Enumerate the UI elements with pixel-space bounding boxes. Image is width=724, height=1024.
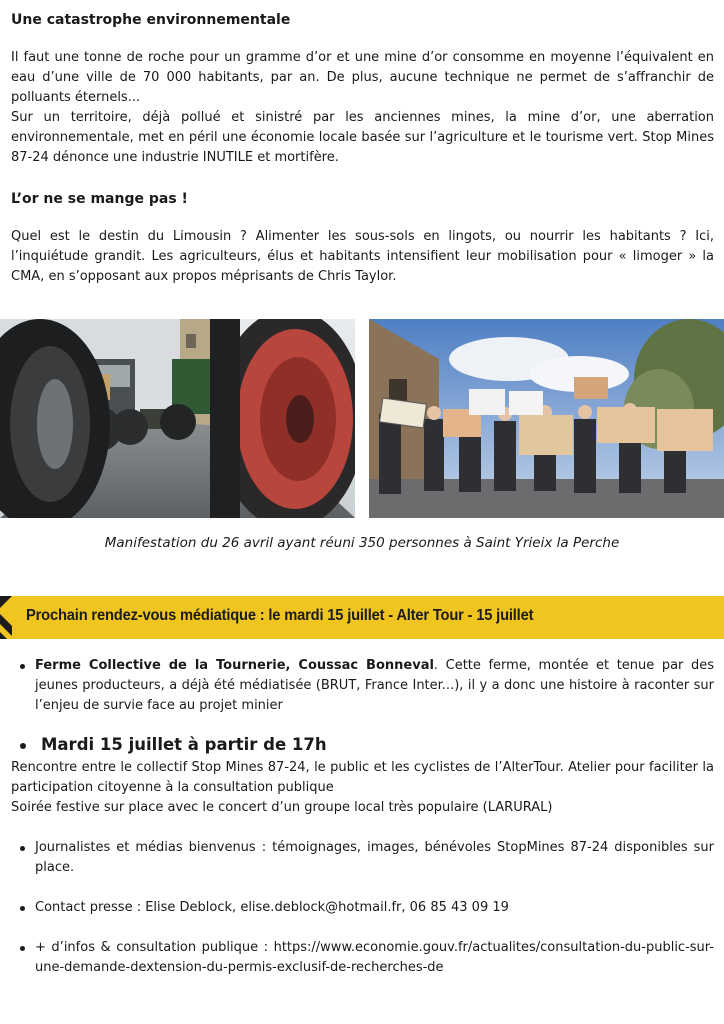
paragraph-environment-1: Il faut une tonne de roche pour un gramme d’or et une mine d’or consomme en moyenne l’équivalent en eau d’une ville de 70 000 habitants, par an. De plus, aucune technique ne permet de s’affranchir de polluants éternels...	[11, 50, 714, 105]
festive-evening: Soirée festive sur place avec le concert d’un groupe local très populaire (LARURAL)	[11, 800, 553, 815]
event-details	[11, 656, 714, 978]
hazard-stripes-icon	[0, 596, 18, 639]
media-banner	[0, 596, 724, 639]
info-list	[11, 838, 714, 978]
section-gold	[11, 189, 714, 287]
farm-list	[11, 656, 714, 716]
list-item-journalists: Journalistes et médias bienvenus : témoignages, images, bénévoles StopMines 87-24 disponibles sur place.	[11, 838, 714, 878]
section-title-environment: Une catastrophe environnementale	[11, 12, 291, 28]
paragraph-environment-2: Sur un territoire, déjà pollué et sinistré par les anciennes mines, la mine d’or, une aberration environnementale, met en péril une économie locale basée sur l’agriculture et le tourisme vert. Stop Mines 87-24 dénonce une industrie INUTILE et mortifère.	[11, 110, 714, 165]
list-item-infos[interactable]: + d’infos & consultation publique : https://www.economie.gouv.fr/actualites/consultation-du-public-sur-une-demande-dextension-du-permis-exclusif-de-recherches-de	[11, 938, 714, 978]
section-environment	[11, 10, 714, 168]
date-heading: Mardi 15 juillet à partir de 17h	[11, 734, 714, 756]
meeting-description: Rencontre entre le collectif Stop Mines 87-24, le public et les cyclistes de l’AlterTour. Atelier pour faciliter la participation citoyenne à la consultation publique	[11, 760, 714, 795]
list-item-farm	[11, 656, 714, 716]
banner-text: Prochain rendez-vous médiatique : le mardi 15 juillet - Alter Tour - 15 juillet	[26, 607, 534, 624]
farm-description: . Cette ferme, montée et tenue par des jeunes producteurs, a déjà été médiatisée (BRUT, France Inter...), il y a donc une histoire à raconter sur l’enjeu de survie face au projet minier	[35, 658, 714, 713]
section-title-gold: L’or ne se mange pas !	[11, 191, 188, 207]
tractor-photo	[0, 319, 355, 518]
list-item-contact: Contact presse : Elise Deblock, elise.deblock@hotmail.fr, 06 85 43 09 19	[11, 898, 714, 918]
photo-caption: Manifestation du 26 avril ayant réuni 350 personnes à Saint Yrieix la Perche	[104, 535, 620, 551]
protest-photo	[369, 319, 724, 518]
paragraph-gold: Quel est le destin du Limousin ? Alimenter les sous-sols en lingots, ou nourrir les habitants ? Ici, l’inquiétude grandit. Les agriculteurs, élus et habitants intensifient leur mobilisation pour « limoger » la CMA, en s’opposant aux propos méprisants de Chris Taylor.	[11, 229, 714, 284]
farm-name: Ferme Collective de la Tournerie, Coussac Bonneval	[35, 658, 434, 673]
